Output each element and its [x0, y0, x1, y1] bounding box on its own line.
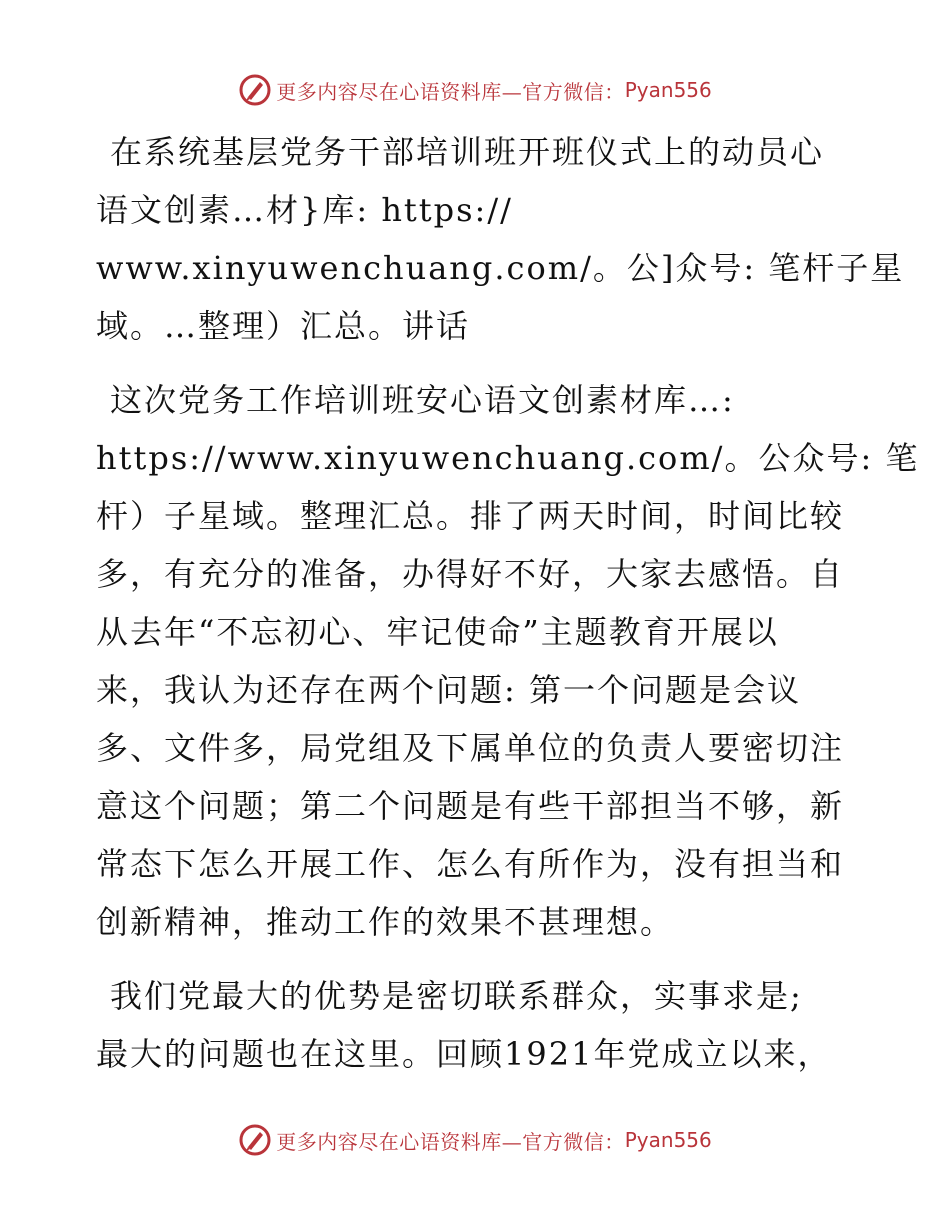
text-line: www.xinyuwenchuang.com/。公]众号: 笔杆子星	[96, 249, 905, 287]
document-body	[96, 123, 920, 1099]
header-banner	[0, 70, 950, 110]
text-line: 域。…整理）汇总。讲话	[96, 307, 471, 345]
banner-text: 更多内容尽在心语资料库—官方微信：	[276, 79, 625, 104]
banner-handle: Pyan556	[624, 1128, 712, 1152]
text-line: 这次党务工作培训班安心语文创素材库…:	[110, 381, 735, 419]
paragraph-1	[96, 123, 905, 355]
text-line: 常态下怎么开展工作、怎么有所作为，没有担当和	[96, 845, 845, 883]
text-line: 在系统基层党务干部培训班开班仪式上的动员心	[110, 133, 825, 171]
text-line: 杆）子星域。整理汇总。排了两天时间，时间比较	[96, 497, 845, 535]
text-line: 最大的问题也在这里。回顾1921年党成立以来，	[96, 1035, 832, 1073]
logo-icon	[238, 73, 272, 107]
text-line: 多、文件多，局党组及下属单位的负责人要密切注	[96, 729, 845, 767]
text-line: 从去年“不忘初心、牢记使命”主题教育开展以	[96, 613, 779, 651]
logo-icon	[238, 1123, 272, 1157]
text-line: 意这个问题；第二个问题是有些干部担当不够，新	[96, 787, 845, 825]
text-line: 创新精神，推动工作的效果不甚理想。	[96, 903, 675, 941]
text-line: 多，有充分的准备，办得好不好，大家去感悟。自	[96, 555, 845, 593]
paragraph-3	[96, 967, 856, 1083]
text-line: 我们党最大的优势是密切联系群众，实事求是;	[110, 977, 803, 1015]
text-line: 语文创素…材}库: https://	[96, 191, 513, 229]
text-line: 来，我认为还存在两个问题: 第一个问题是会议	[96, 671, 801, 709]
banner-handle: Pyan556	[624, 78, 712, 102]
text-line: https://www.xinyuwenchuang.com/。公众号: 笔	[96, 439, 920, 477]
banner-text: 更多内容尽在心语资料库—官方微信：	[276, 1129, 625, 1154]
footer-banner	[0, 1120, 950, 1160]
paragraph-2	[96, 371, 920, 951]
